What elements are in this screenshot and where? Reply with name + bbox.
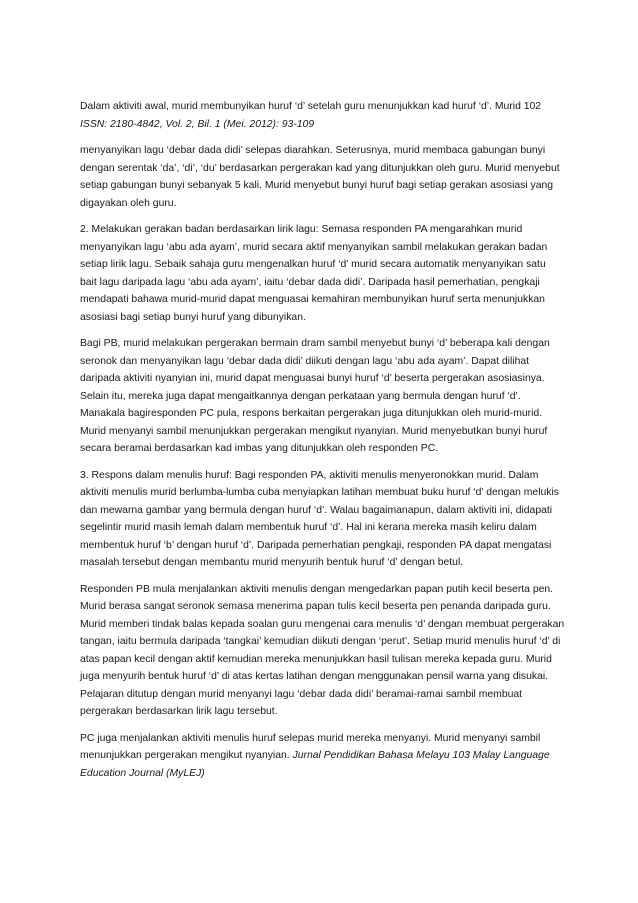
paragraph-6: Responden PB mula menjalankan aktiviti menulis dengan mengedarkan papan putih kecil beserta pen. Murid berasa sangat seronok semasa menerima papan tulis kecil beserta pen penanda daripada guru. Murid memberi tindak balas kepada soalan guru mengenai cara menulis ‘d’ dengan membuat pergerakan tangan, iaitu bermula daripada ‘tangkai’ kemudian diikuti dengan ‘perut’. Setiap murid menulis huruf ‘d’ di atas papan kecil dengan aktif kemudian mereka menunjukkan hasil tulisan mereka kepada guru. Murid juga menyurih bentuk huruf ‘d’ di atas kertas latihan dengan menggunakan pensil warna yang disukai. Pelajaran ditutup dengan murid menyanyi lagu ‘debar dada didi’ beramai-ramai sambil membuat pergerakan berdasarkan lirik lagu tersebut. <box>80 583 565 717</box>
running-head-citation: ISSN: 2180-4842, Vol. 2, Bil. 1 (Mei. 2012): 93-109 <box>80 118 315 130</box>
paragraph-3: 2. Melakukan gerakan badan berdasarkan lirik lagu: Semasa responden PA mengarahkan murid menyanyikan lagu ‘abu ada ayam’, murid secara aktif menyanyikan sambil melakukan gerakan badan setiap lirik lagu. Sebaik sahaja guru mengenalkan huruf ‘d’ murid secara automatik menyanyikan satu bait lagu daripada lagu ‘abu ada ayam’, iaitu ‘debar dada didi’. Daripada hasil pemerhatian, pengkaji mendapati bahawa murid-murid dapat menguasai kemahiran membunyikan huruf serta menunjukkan asosiasi bagi setiap bunyi huruf yang dibunyikan. <box>80 224 548 323</box>
document-page <box>80 98 565 791</box>
paragraph-2: menyanyikan lagu ‘debar dada didi’ selepas diarahkan. Seterusnya, murid membaca gabungan bunyi dengan serentak ‘da’, ‘di’, ‘du’ berdasarkan pergerakan kad yang ditunjukkan oleh guru. Murid menyebut setiap gabungan bunyi sebanyak 5 kali. Murid menyebut bunyi huruf bagi setiap gerakan asosiasi yang digayakan oleh guru. <box>80 145 560 209</box>
paragraph-7 <box>80 730 565 783</box>
paragraph-1 <box>80 98 565 133</box>
paragraph-5: 3. Respons dalam menulis huruf: Bagi responden PA, aktiviti menulis menyeronokkan murid. Dalam aktiviti menulis murid berlumba-lumba cuba menyiapkan latihan membuat buku huruf ‘d’ dengan melukis dan mewarna gambar yang bermula dengan huruf ‘d’. Walau bagaimanapun, dalam aktiviti ini, didapati segelintir murid masih lemah dalam membentuk huruf ‘d’. Hal ini kerana mereka masih keliru dalam membentuk huruf ‘b’ dengan huruf ‘d’. Daripada pemerhatian pengkaji, responden PA dapat mengatasi masalah tersebut dengan membantu murid menyurih bentuk huruf ‘d’ dengan betul. <box>80 469 559 568</box>
running-foot-journal: Jurnal Pendidikan Bahasa Melayu 103 Malay Language Education Journal (MyLEJ) <box>80 750 550 779</box>
paragraph-7-text: PC juga menjalankan aktiviti menulis huruf selepas murid mereka menyanyi. Murid menyanyi sambil menunjukkan pergerakan mengikut nyanyian. <box>80 732 541 761</box>
paragraph-4: Bagi PB, murid melakukan pergerakan bermain dram sambil menyebut bunyi ‘d’ beberapa kali dengan seronok dan menyanyikan lagu ‘debar dada didi’ diikuti dengan lagu ‘abu ada ayam’. Dapat dilihat daripada aktiviti nyanyian ini, murid dapat menguasai bunyi huruf ‘d’ beserta pergerakan asosiasinya. Selain itu, mereka juga dapat mengaitkannya dengan perkataan yang bermula dengan huruf ‘d’. Manakala bagiresponden PC pula, respons berkaitan pergerakan juga ditunjukkan oleh murid-murid. Murid menyanyi sambil menunjukkan pergerakan mengikut nyanyian. Murid menyebutkan bunyi huruf secara beramai berdasarkan kad imbas yang ditunjukkan oleh responden PC. <box>80 338 550 454</box>
paragraph-1-text: Dalam aktiviti awal, murid membunyikan huruf ‘d’ setelah guru menunjukkan kad huruf ‘d’. Murid 102 <box>80 101 542 112</box>
